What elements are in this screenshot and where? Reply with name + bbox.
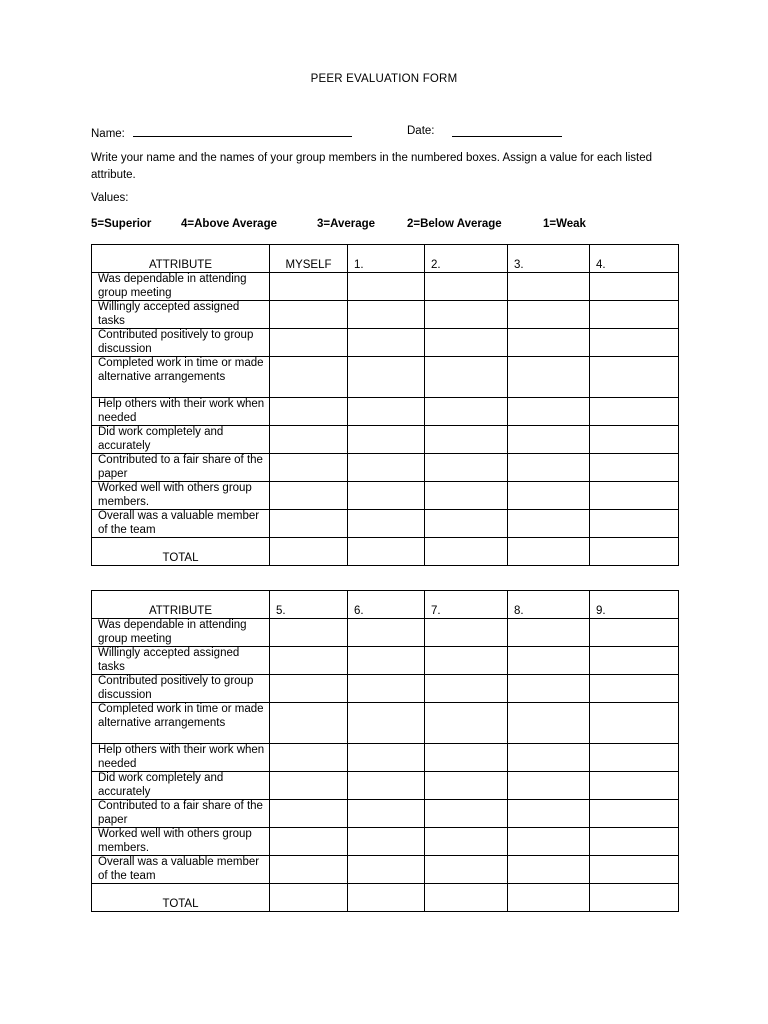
column-header-member-7: 7.: [425, 591, 508, 619]
date-label: Date:: [407, 125, 435, 137]
table-row: [92, 744, 679, 772]
score-cell[interactable]: [508, 329, 590, 357]
attribute-label: Contributed to a fair share of the paper: [92, 454, 270, 482]
score-cell[interactable]: [425, 357, 508, 398]
total-row: [92, 884, 679, 912]
score-cell[interactable]: [425, 619, 508, 647]
values-label: Values:: [91, 192, 129, 204]
total-cell[interactable]: [590, 538, 679, 566]
column-header-member-8: 8.: [508, 591, 590, 619]
column-header-member-9: 9.: [590, 591, 679, 619]
attribute-label: Did work completely and accurately: [92, 772, 270, 800]
score-cell[interactable]: [508, 675, 590, 703]
table-row: [92, 426, 679, 454]
score-cell[interactable]: [590, 856, 679, 884]
score-cell[interactable]: [270, 744, 348, 772]
total-cell[interactable]: [270, 538, 348, 566]
scale-value-4: 4=Above Average: [181, 218, 277, 230]
score-cell[interactable]: [425, 744, 508, 772]
score-cell[interactable]: [425, 647, 508, 675]
attribute-label: Help others with their work when needed: [92, 744, 270, 772]
attribute-label: Contributed positively to group discussion: [92, 675, 270, 703]
score-cell[interactable]: [270, 800, 348, 828]
table-row: [92, 703, 679, 744]
score-cell[interactable]: [425, 426, 508, 454]
score-cell[interactable]: [270, 357, 348, 398]
column-header-member-5: 5.: [270, 591, 348, 619]
scale-value-2: 2=Below Average: [407, 218, 502, 230]
table-row: [92, 772, 679, 800]
score-cell[interactable]: [590, 772, 679, 800]
score-cell[interactable]: [270, 454, 348, 482]
column-header-member-1: 1.: [348, 245, 425, 273]
table-header-row: [92, 591, 679, 619]
score-cell[interactable]: [348, 772, 425, 800]
date-blank-line[interactable]: [452, 125, 562, 137]
score-cell[interactable]: [425, 800, 508, 828]
score-cell[interactable]: [348, 426, 425, 454]
attribute-header: ATTRIBUTE: [92, 245, 270, 273]
score-cell[interactable]: [508, 482, 590, 510]
column-header-member-6: 6.: [348, 591, 425, 619]
score-cell[interactable]: [270, 273, 348, 301]
score-cell[interactable]: [590, 703, 679, 744]
score-cell[interactable]: [270, 301, 348, 329]
table-row: [92, 398, 679, 426]
score-cell[interactable]: [270, 703, 348, 744]
score-cell[interactable]: [508, 454, 590, 482]
total-row: [92, 538, 679, 566]
score-cell[interactable]: [590, 301, 679, 329]
score-cell[interactable]: [348, 703, 425, 744]
form-title: PEER EVALUATION FORM: [310, 73, 458, 85]
attribute-label: Willingly accepted assigned tasks: [92, 301, 270, 329]
score-cell[interactable]: [590, 828, 679, 856]
score-cell[interactable]: [348, 301, 425, 329]
column-header-member-2: 2.: [425, 245, 508, 273]
score-cell[interactable]: [508, 301, 590, 329]
total-cell[interactable]: [348, 538, 425, 566]
score-cell[interactable]: [590, 426, 679, 454]
total-cell[interactable]: [425, 884, 508, 912]
evaluation-table-1: [91, 244, 679, 566]
score-cell[interactable]: [590, 273, 679, 301]
score-cell[interactable]: [508, 357, 590, 398]
attribute-label: Willingly accepted assigned tasks: [92, 647, 270, 675]
score-cell[interactable]: [508, 619, 590, 647]
score-cell[interactable]: [590, 744, 679, 772]
score-cell[interactable]: [590, 619, 679, 647]
score-cell[interactable]: [590, 675, 679, 703]
total-cell[interactable]: [270, 884, 348, 912]
score-cell[interactable]: [425, 301, 508, 329]
score-cell[interactable]: [425, 454, 508, 482]
table-row: [92, 856, 679, 884]
name-date-row: [91, 125, 435, 140]
score-cell[interactable]: [508, 703, 590, 744]
score-cell[interactable]: [590, 329, 679, 357]
score-cell[interactable]: [270, 675, 348, 703]
attribute-label: Completed work in time or made alternative arrangements: [92, 357, 270, 398]
attribute-label: Help others with their work when needed: [92, 398, 270, 426]
score-cell[interactable]: [425, 273, 508, 301]
score-cell[interactable]: [590, 800, 679, 828]
table-row: [92, 357, 679, 398]
score-cell[interactable]: [425, 675, 508, 703]
score-cell[interactable]: [590, 398, 679, 426]
scale-value-3: 3=Average: [317, 218, 376, 230]
score-cell[interactable]: [425, 703, 508, 744]
score-cell[interactable]: [270, 510, 348, 538]
score-cell[interactable]: [425, 828, 508, 856]
table-row: [92, 273, 679, 301]
attribute-label: Completed work in time or made alternative arrangements: [92, 703, 270, 744]
score-cell[interactable]: [425, 398, 508, 426]
score-cell[interactable]: [348, 744, 425, 772]
value-scale: [91, 218, 691, 232]
attribute-label: Was dependable in attending group meeting: [92, 273, 270, 301]
total-label: TOTAL: [92, 538, 270, 566]
table-row: [92, 619, 679, 647]
score-cell[interactable]: [348, 482, 425, 510]
score-cell[interactable]: [425, 772, 508, 800]
table-row: [92, 647, 679, 675]
score-cell[interactable]: [590, 510, 679, 538]
score-cell[interactable]: [590, 482, 679, 510]
score-cell[interactable]: [348, 510, 425, 538]
attribute-label: Worked well with others group members.: [92, 482, 270, 510]
score-cell[interactable]: [508, 856, 590, 884]
score-cell[interactable]: [270, 647, 348, 675]
total-label: TOTAL: [92, 884, 270, 912]
score-cell[interactable]: [270, 772, 348, 800]
total-cell[interactable]: [348, 884, 425, 912]
score-cell[interactable]: [508, 398, 590, 426]
attribute-label: Overall was a valuable member of the team: [92, 856, 270, 884]
name-label: Name:: [91, 128, 125, 140]
table-row: [92, 510, 679, 538]
attribute-label: Worked well with others group members.: [92, 828, 270, 856]
score-cell[interactable]: [348, 329, 425, 357]
score-cell[interactable]: [508, 828, 590, 856]
scale-value-5: 5=Superior: [91, 218, 152, 230]
score-cell[interactable]: [508, 273, 590, 301]
score-cell[interactable]: [425, 510, 508, 538]
score-cell[interactable]: [425, 329, 508, 357]
score-cell[interactable]: [425, 482, 508, 510]
score-cell[interactable]: [348, 357, 425, 398]
attribute-label: Did work completely and accurately: [92, 426, 270, 454]
total-cell[interactable]: [508, 538, 590, 566]
score-cell[interactable]: [348, 398, 425, 426]
score-cell[interactable]: [270, 828, 348, 856]
attribute-label: Contributed positively to group discussion: [92, 329, 270, 357]
table-row: [92, 828, 679, 856]
total-cell[interactable]: [508, 884, 590, 912]
attribute-label: Overall was a valuable member of the team: [92, 510, 270, 538]
name-blank-line[interactable]: [133, 125, 352, 137]
score-cell[interactable]: [270, 482, 348, 510]
score-cell[interactable]: [348, 647, 425, 675]
attribute-label: Contributed to a fair share of the paper: [92, 800, 270, 828]
score-cell[interactable]: [348, 828, 425, 856]
score-cell[interactable]: [508, 772, 590, 800]
table-row: [92, 675, 679, 703]
score-cell[interactable]: [508, 744, 590, 772]
scale-value-1: 1=Weak: [543, 218, 586, 230]
total-cell[interactable]: [425, 538, 508, 566]
table-row: [92, 800, 679, 828]
score-cell[interactable]: [270, 398, 348, 426]
column-header-member-4: 4.: [590, 245, 679, 273]
column-header-member-3: 3.: [508, 245, 590, 273]
score-cell[interactable]: [270, 619, 348, 647]
table-row: [92, 454, 679, 482]
score-cell[interactable]: [270, 426, 348, 454]
column-header-myself: MYSELF: [270, 245, 348, 273]
total-cell[interactable]: [590, 884, 679, 912]
table-header-row: [92, 245, 679, 273]
instructions-text: Write your name and the names of your group members in the numbered boxes. Assign a value for each listed attribute.: [91, 152, 653, 181]
score-cell[interactable]: [508, 426, 590, 454]
score-cell[interactable]: [590, 454, 679, 482]
score-cell[interactable]: [348, 856, 425, 884]
score-cell[interactable]: [508, 510, 590, 538]
attribute-label: Was dependable in attending group meeting: [92, 619, 270, 647]
evaluation-table-2: [91, 590, 679, 912]
score-cell[interactable]: [508, 647, 590, 675]
score-cell[interactable]: [270, 856, 348, 884]
table-row: [92, 482, 679, 510]
score-cell[interactable]: [590, 357, 679, 398]
attribute-header: ATTRIBUTE: [92, 591, 270, 619]
score-cell[interactable]: [348, 454, 425, 482]
score-cell[interactable]: [348, 800, 425, 828]
table-row: [92, 329, 679, 357]
table-row: [92, 301, 679, 329]
score-cell[interactable]: [508, 800, 590, 828]
score-cell[interactable]: [348, 675, 425, 703]
score-cell[interactable]: [590, 647, 679, 675]
score-cell[interactable]: [425, 856, 508, 884]
score-cell[interactable]: [270, 329, 348, 357]
score-cell[interactable]: [348, 619, 425, 647]
score-cell[interactable]: [348, 273, 425, 301]
